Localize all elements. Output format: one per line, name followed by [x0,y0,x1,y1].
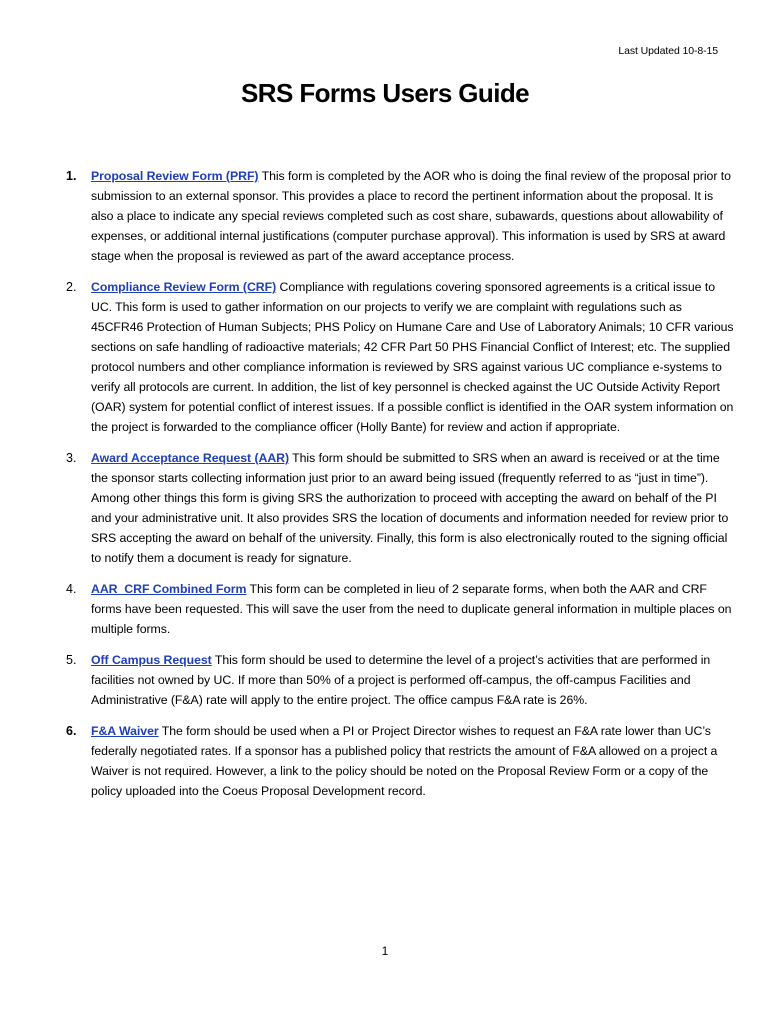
item-number: 1. [66,169,77,183]
item-description: This form should be used to determine the level of a project’s activities that are performed in facilities not owned by UC. If more than 50% of a project is performed off-campus, the off-campus Facilities and Administrative (F&A) rate will apply to the entire project. The office campus F&A rate is 26%. [91,653,711,707]
item-description: This form should be submitted to SRS when an award is received or at the time the sponsor starts collecting information just prior to an award being issued (frequently referred to as “just in time”). Among other things this form is giving SRS the authorization to proceed with accepting the award on behalf of the PI and your administrative unit. It also provides SRS the location of documents and information needed for review prior to SRS accepting the award on behalf of the university. Finally, this form is also electronically routed to the signing official to notify them a document is ready for signature. [91,451,729,565]
item-number: 4. [66,582,77,596]
list-item-prf [66,166,736,266]
item-body [91,579,736,639]
forms-list [66,166,736,812]
item-body [91,448,736,568]
list-item-aar [66,448,736,568]
page-number: 1 [381,944,389,958]
fa-waiver-link[interactable]: F&A Waiver [91,724,159,738]
item-description: This form is completed by the AOR who is doing the final review of the proposal prior to submission to an external sponsor. This provides a place to record the pertinent information about the proposal. It is also a place to indicate any special reviews completed such as cost share, subawards, questions about allowability of expenses, or additional internal justifications (computer purchase approval). This information is used by SRS at award stage when the proposal is reviewed as part of the award acceptance process. [91,169,731,263]
item-body [91,277,736,437]
compliance-review-form-link[interactable]: Compliance Review Form (CRF) [91,280,277,294]
last-updated-date: Last Updated 10-8-15 [618,45,718,57]
item-body [91,650,736,710]
proposal-review-form-link[interactable]: Proposal Review Form (PRF) [91,169,259,183]
item-description: The form should be used when a PI or Project Director wishes to request an F&A rate lower than UC’s federally negotiated rates. If a sponsor has a published policy that restricts the amount of F&A allowed on a project a Waiver is not required. However, a link to the policy should be noted on the Proposal Review Form or a copy of the policy uploaded into the Coeus Proposal Development record. [91,724,718,798]
list-item-aar-crf [66,579,736,639]
item-description: Compliance with regulations covering sponsored agreements is a critical issue to UC. This form is used to gather information on our projects to verify we are complaint with regulations such as 45CFR46 Protection of Human Subjects; PHS Policy on Humane Care and Use of Laboratory Animals; 10 CFR various sections on safe handling of radioactive materials; 42 CFR Part 50 PHS Financial Conflict of Interest; etc. The supplied protocol numbers and other compliance information is reviewed by SRS against various UC compliance e-systems to verify all protocols are current. In addition, the list of key personnel is checked against the UC Outside Activity Report (OAR) system for potential conflict of interest issues. If a possible conflict is identified in the OAR system information on the project is forwarded to the compliance officer (Holly Bante) for review and action if appropriate. [91,280,734,434]
item-number: 3. [66,451,77,465]
item-number: 2. [66,280,77,294]
item-body [91,166,736,266]
item-number: 5. [66,653,77,667]
list-item-fa-waiver [66,721,736,801]
item-description: This form can be completed in lieu of 2 separate forms, when both the AAR and CRF forms have been requested. This will save the user from the need to duplicate general information in multiple places on multiple forms. [91,582,732,636]
item-number: 6. [66,724,77,738]
off-campus-request-link[interactable]: Off Campus Request [91,653,212,667]
award-acceptance-request-link[interactable]: Award Acceptance Request (AAR) [91,451,290,465]
page-title: SRS Forms Users Guide [241,78,529,108]
item-body [91,721,736,801]
aar-crf-combined-form-link[interactable]: AAR_CRF Combined Form [91,582,247,596]
list-item-off-campus [66,650,736,710]
list-item-crf [66,277,736,437]
